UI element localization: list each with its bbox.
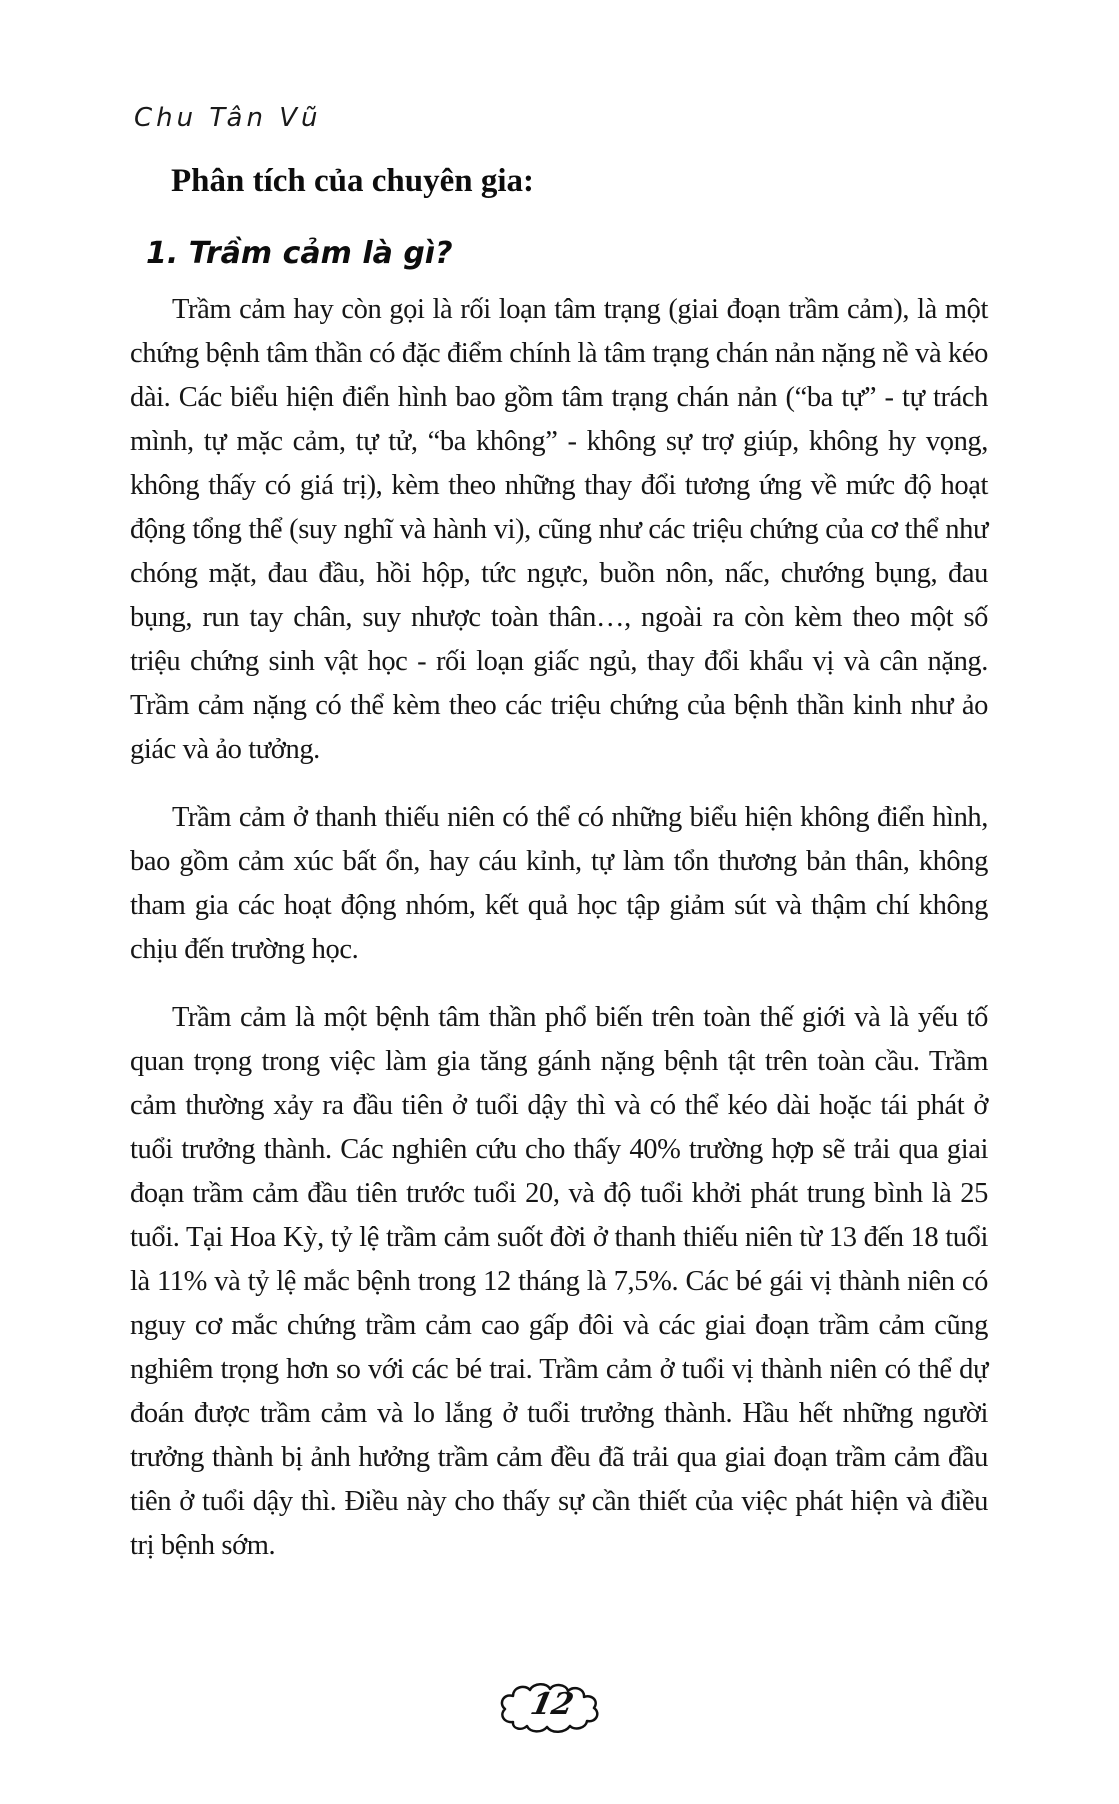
body-text (130, 288, 988, 1568)
page-footer (0, 1680, 1119, 1736)
paragraph: Trầm cảm là một bệnh tâm thần phổ biến trên toàn thế giới và là yếu tố quan trọng trong việc làm gia tăng gánh nặng bệnh tật trên toàn cầu. Trầm cảm thường xảy ra đầu tiên ở tuổi dậy thì và có thể kéo dài hoặc tái phát ở tuổi trưởng thành. Các nghiên cứu cho thấy 40% trường hợp sẽ trải qua giai đoạn trầm cảm đầu tiên trước tuổi 20, và độ tuổi khởi phát trung bình là 25 tuổi. Tại Hoa Kỳ, tỷ lệ trầm cảm suốt đời ở thanh thiếu niên từ 13 đến 18 tuổi là 11% và tỷ lệ mắc bệnh trong 12 tháng là 7,5%. Các bé gái vị thành niên có nguy cơ mắc chứng trầm cảm cao gấp đôi và các giai đoạn trầm cảm cũng nghiêm trọng hơn so với các bé trai. Trầm cảm ở tuổi vị thành niên có thể dự đoán được trầm cảm và lo lắng ở tuổi trưởng thành. Hầu hết những người trưởng thành bị ảnh hưởng trầm cảm đều đã trải qua giai đoạn trầm cảm đầu tiên ở tuổi dậy thì. Điều này cho thấy sự cần thiết của việc phát hiện và điều trị bệnh sớm. (130, 1002, 988, 1561)
section-heading: Phân tích của chuyên gia: (171, 163, 535, 199)
subsection-heading: 1. Trầm cảm là gì? (146, 236, 453, 271)
author-header: Chu Tân Vũ (134, 103, 322, 133)
page-number-cloud (497, 1680, 607, 1736)
paragraph: Trầm cảm ở thanh thiếu niên có thể có những biểu hiện không điển hình, bao gồm cảm xúc bất ổn, hay cáu kỉnh, tự làm tổn thương bản thân, không tham gia các hoạt động nhóm, kết quả học tập giảm sút và thậm chí không chịu đến trường học. (130, 802, 988, 965)
page-number: 12 (526, 1687, 577, 1722)
paragraph: Trầm cảm hay còn gọi là rối loạn tâm trạng (giai đoạn trầm cảm), là một chứng bệnh tâm thần có đặc điểm chính là tâm trạng chán nản nặng nề và kéo dài. Các biểu hiện điển hình bao gồm tâm trạng chán nản (“ba tự” - tự trách mình, tự mặc cảm, tự tử, “ba không” - không sự trợ giúp, không hy vọng, không thấy có giá trị), kèm theo những thay đổi tương ứng về mức độ hoạt động tổng thể (suy nghĩ và hành vi), cũng như các triệu chứng của cơ thể như chóng mặt, đau đầu, hồi hộp, tức ngực, buồn nôn, nấc, chướng bụng, đau bụng, run tay chân, suy nhược toàn thân…, ngoài ra còn kèm theo một số triệu chứng sinh vật học - rối loạn giấc ngủ, thay đổi khẩu vị và cân nặng. Trầm cảm nặng có thể kèm theo các triệu chứng của bệnh thần kinh như ảo giác và ảo tưởng. (130, 294, 988, 765)
